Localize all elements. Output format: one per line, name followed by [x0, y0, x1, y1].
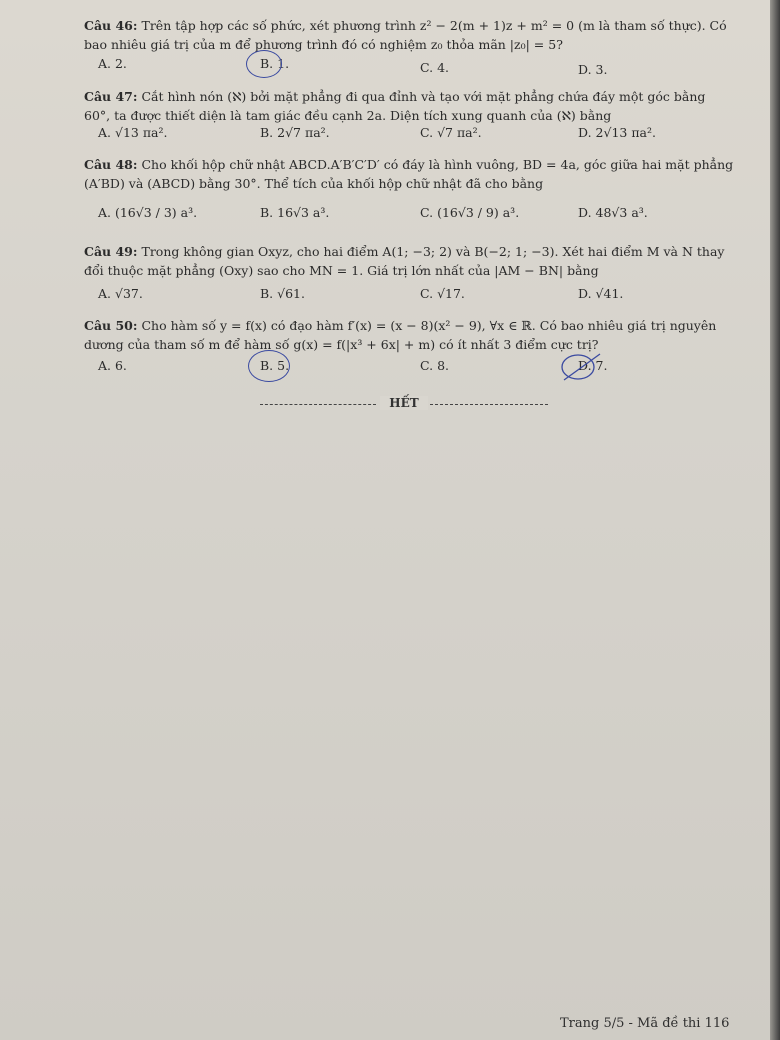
question-text: Trên tập hợp các số phức, xét phương trình z² − 2(m + 1)z + m² = 0 (m là tham số thực). Có bao nhiêu giá trị của m để phương trình đó có nghiệm z₀ thỏa mãn |z₀| = 5? [84, 18, 727, 52]
option-d: D. 48√3 a³. [578, 205, 648, 220]
option-c: C. 4. [420, 60, 449, 75]
option-a: A. √13 πa². [98, 125, 168, 140]
desk-edge [770, 0, 780, 1040]
question-50 [84, 316, 734, 373]
answer-options [84, 123, 734, 143]
option-a: A. 6. [98, 358, 127, 373]
question-47 [84, 87, 734, 140]
question-number: Câu 49: [84, 244, 138, 259]
option-b: B. 16√3 a³. [260, 205, 330, 220]
page-footer: Trang 5/5 - Mã đề thi 116 [560, 1016, 730, 1031]
question-text: Cắt hình nón (ℵ) bởi mặt phẳng đi qua đỉnh và tạo với mặt phẳng chứa đáy một góc bằng 60°, ta được thiết diện là tam giác đều cạnh 2a. Diện tích xung quanh của (ℵ) bằng [84, 89, 706, 123]
question-text: Cho khối hộp chữ nhật ABCD.A′B′C′D′ có đáy là hình vuông, BD = 4a, góc giữa hai mặt phẳng (A′BD) và (ABCD) bằng 30°. Thể tích của khối hộp chữ nhật đã cho bằng [84, 157, 734, 191]
answer-options [84, 54, 734, 77]
question-number: Câu 50: [84, 318, 138, 333]
option-d: D. 7. [578, 358, 608, 373]
option-c: C. 8. [420, 358, 449, 373]
answer-options [84, 284, 734, 304]
question-number: Câu 47: [84, 89, 138, 104]
answer-options [84, 356, 734, 376]
pen-circle-mark [246, 50, 282, 78]
pen-cross-mark [556, 350, 606, 384]
option-d: D. 3. [578, 62, 608, 77]
option-b: B. 2√7 πa². [260, 125, 330, 140]
option-c: C. √17. [420, 286, 465, 301]
question-number: Câu 48: [84, 157, 138, 172]
option-b: B. √61. [260, 286, 305, 301]
option-d: D. 2√13 πa². [578, 125, 656, 140]
option-d: D. √41. [578, 286, 624, 301]
answer-options [84, 203, 734, 223]
option-a: A. 2. [98, 56, 127, 71]
option-b: B. 1. [260, 56, 290, 71]
end-label: HẾT [380, 396, 428, 410]
question-48 [84, 155, 734, 220]
option-b: B. 5. [260, 358, 290, 373]
question-46 [84, 16, 734, 77]
question-text: Cho hàm số y = f(x) có đạo hàm f′(x) = (x − 8)(x² − 9), ∀x ∈ ℝ. Có bao nhiêu giá trị nguyên dương của tham số m để hàm số g(x) = f(|x³ + 6x| + m) có ít nhất 3 điểm cực trị? [84, 318, 717, 352]
pen-circle-mark [248, 350, 290, 382]
option-c: C. √7 πa². [420, 125, 482, 140]
option-c: C. (16√3 / 9) a³. [420, 205, 520, 220]
question-text: Trong không gian Oxyz, cho hai điểm A(1; −3; 2) và B(−2; 1; −3). Xét hai điểm M và N thay đổi thuộc mặt phẳng (Oxy) sao cho MN = 1. Giá trị lớn nhất của |AM − BN| bằng [84, 244, 725, 278]
question-49 [84, 242, 734, 301]
option-a: A. √37. [98, 286, 143, 301]
option-a: A. (16√3 / 3) a³. [98, 205, 198, 220]
question-number: Câu 46: [84, 18, 138, 33]
